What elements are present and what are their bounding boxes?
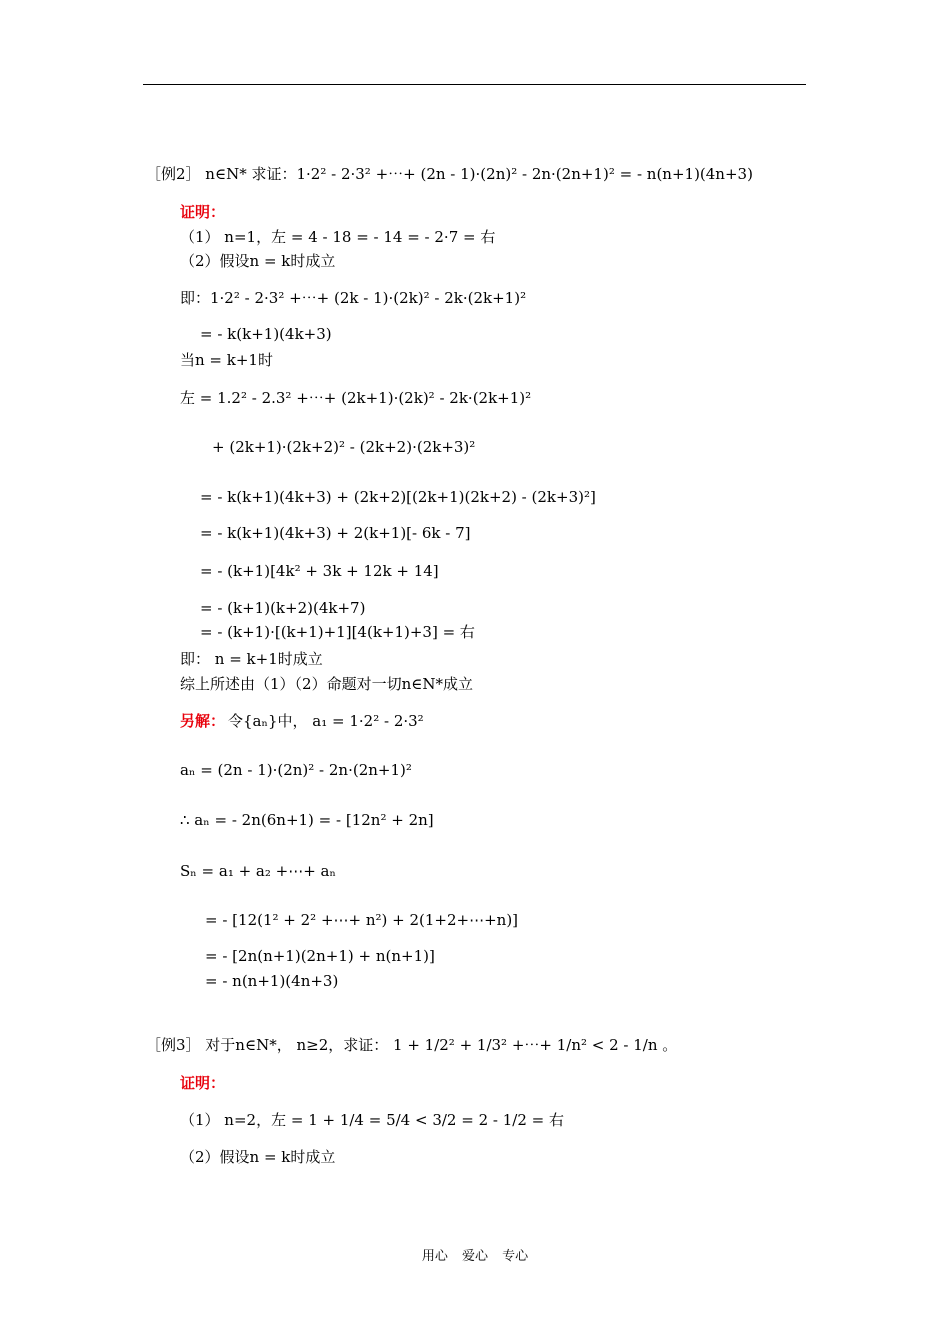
ex2-summary: 综上所述由（1）（2）命题对一切n∈N*成立: [180, 675, 473, 693]
ex2-conclude: 即： n = k+1时成立: [180, 650, 323, 668]
ex2-eq3: = - (k+1)[4k² + 3k + 12k + 14]: [200, 562, 439, 580]
alt-an: aₙ = (2n - 1)·(2n)² - 2n·(2n+1)²: [180, 761, 412, 779]
ex3-statement: ［例3］ 对于n∈N*， n≥2，求证： 1 + 1/2² + 1/3² +⋯+ 1/n² < 2 - 1/n 。: [146, 1036, 678, 1054]
ex2-eq1: = - k(k+1)(4k+3) + (2k+2)[(2k+1)(2k+2) - (2k+3)²]: [200, 488, 596, 506]
ex3-proof-label: 证明：: [180, 1074, 226, 1092]
ex2-step2: （2）假设n = k时成立: [180, 252, 336, 270]
alt-sum-eq3: = - n(n+1)(4n+3): [205, 972, 339, 990]
alt-sum: Sₙ = a₁ + a₂ +⋯+ aₙ: [180, 862, 336, 880]
alt-sum-eq2: = - [2n(n+1)(2n+1) + n(n+1)]: [205, 947, 435, 965]
ex2-eq5: = - (k+1)·[(k+1)+1][4(k+1)+3] = 右: [200, 623, 475, 641]
ex2-left-cont: + (2k+1)·(2k+2)² - (2k+2)·(2k+3)²: [212, 438, 476, 456]
ex2-eq2: = - k(k+1)(4k+3) + 2(k+1)[- 6k - 7]: [200, 524, 471, 542]
ex2-assume: 即：1·2² - 2·3² +⋯+ (2k - 1)·(2k)² - 2k·(2k+1)²: [180, 289, 527, 307]
alt-simplify: ∴ aₙ = - 2n(6n+1) = - [12n² + 2n]: [180, 811, 434, 829]
ex2-eq4: = - (k+1)(k+2)(4k+7): [200, 599, 366, 617]
ex2-when: 当n = k+1时: [180, 351, 273, 369]
ex2-left: 左 = 1.2² - 2.3² +⋯+ (2k+1)·(2k)² - 2k·(2k+1)²: [180, 389, 532, 407]
page-footer: 用心 爱心 专心: [421, 1249, 529, 1264]
header-rule: [143, 84, 806, 85]
ex3-step2: （2）假设n = k时成立: [180, 1148, 336, 1166]
ex2-step1: （1） n=1，左 = 4 - 18 = - 14 = - 2·7 = 右: [180, 228, 496, 246]
ex2-proof-label: 证明：: [180, 203, 226, 221]
alt-label: 另解：: [180, 712, 226, 730]
ex2-statement: ［例2］ n∈N* 求证：1·2² - 2·3² +⋯+ (2n - 1)·(2n)² - 2n·(2n+1)² = - n(n+1)(4n+3): [146, 165, 753, 183]
alt-sum-eq1: = - [12(1² + 2² +⋯+ n²) + 2(1+2+⋯+n)]: [205, 911, 519, 929]
alt-def: 令{aₙ}中， a₁ = 1·2² - 2·3²: [228, 712, 424, 730]
ex3-step1: （1） n=2，左 = 1 + 1/4 = 5/4 < 3/2 = 2 - 1/2 = 右: [180, 1111, 564, 1129]
ex2-assume-result: = - k(k+1)(4k+3): [200, 325, 332, 343]
